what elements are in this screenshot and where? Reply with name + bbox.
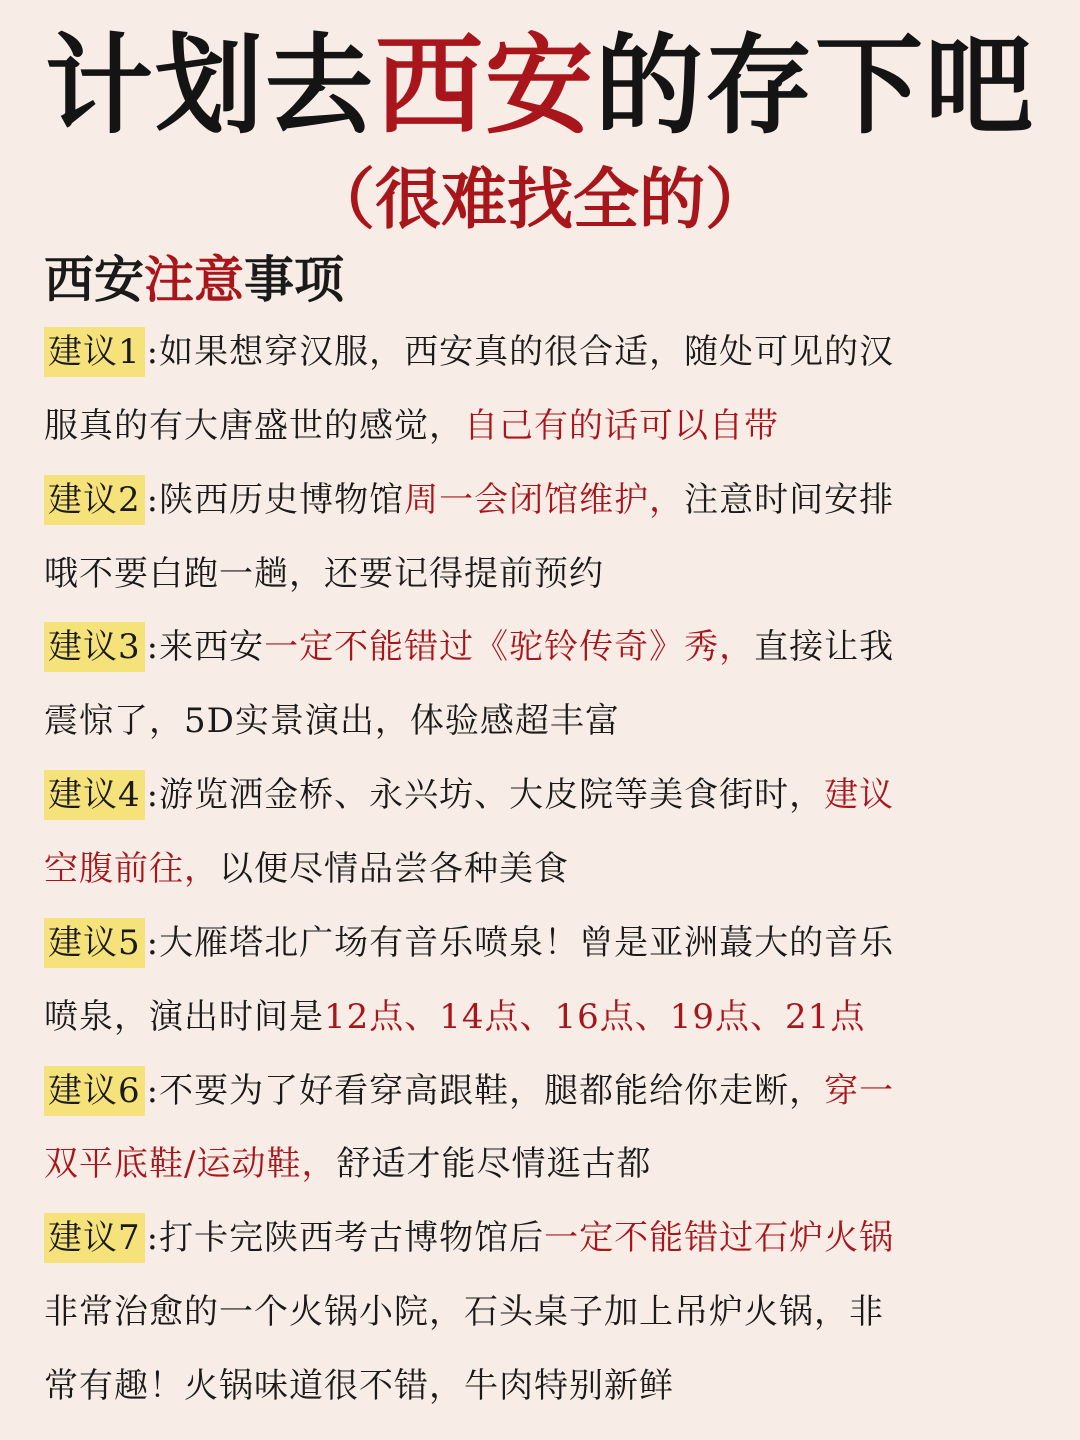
page-title <box>0 22 1080 152</box>
highlight-text: 空腹前往， <box>44 849 219 889</box>
tip-label-highlight: 建议1 <box>44 327 145 377</box>
body-text: :如果想穿汉服，西安真的很合适，随处可见的汉 <box>146 332 895 372</box>
body-text: 服真的有大唐盛世的感觉， <box>44 406 464 446</box>
body-text: :大雁塔北广场有音乐喷泉！曾是亚洲蕞大的音乐 <box>146 923 895 963</box>
section-heading <box>44 248 344 312</box>
section-part1: 西安 <box>44 250 144 309</box>
title-part1: 计划去 <box>44 24 375 149</box>
body-text: :游览洒金桥、永兴坊、大皮院等美食街时， <box>146 775 825 815</box>
tip-4-line-2 <box>44 844 1044 894</box>
tip-7-line-2 <box>44 1287 1044 1337</box>
section-part3: 事项 <box>244 250 344 309</box>
body-text: 舒适才能尽情逛古都 <box>336 1144 652 1184</box>
tip-label-highlight: 建议7 <box>44 1213 145 1263</box>
body-text: 哦不要白跑一趟，还要记得提前预约 <box>44 554 604 594</box>
title-part2-red: 西安 <box>374 24 595 149</box>
tip-7-line-1 <box>44 1213 1044 1263</box>
body-text: 注意时间安排 <box>684 480 895 520</box>
body-text: :打卡完陕西考古博物馆后 <box>146 1218 545 1258</box>
tip-6-line-2 <box>44 1139 1044 1189</box>
body-text: 以便尽情品尝各种美食 <box>219 849 569 889</box>
section-part2-red: 注意 <box>144 250 244 309</box>
tip-1-line-1 <box>44 327 1044 377</box>
tip-7-line-3 <box>44 1361 1044 1411</box>
tip-5-line-1 <box>44 918 1044 968</box>
tip-label-highlight: 建议2 <box>44 475 145 525</box>
tip-4-line-1 <box>44 770 1044 820</box>
body-text: 直接让我 <box>754 627 895 667</box>
tip-label-highlight: 建议4 <box>44 770 145 820</box>
highlight-text: 自己有的话可以自带 <box>464 406 779 446</box>
body-text: :不要为了好看穿高跟鞋，腿都能给你走断， <box>146 1071 825 1111</box>
body-text: 震惊了，5D实景演出，体验感超丰富 <box>44 701 620 741</box>
tip-5-line-2 <box>44 992 1044 1042</box>
body-text: :来西安 <box>146 627 265 667</box>
tip-2-line-1 <box>44 475 1044 525</box>
highlight-text: 建议 <box>824 775 895 815</box>
highlight-text: 周一会闭馆维护， <box>404 480 685 520</box>
tip-6-line-1 <box>44 1066 1044 1116</box>
tip-2-line-2 <box>44 549 1044 599</box>
highlight-text: 一定不能错过石炉火锅 <box>544 1218 895 1258</box>
highlight-text: 12点、14点、16点、19点、21点 <box>324 997 866 1037</box>
page-subtitle: （很难找全的） <box>309 161 771 238</box>
tip-3-line-2 <box>44 696 1044 746</box>
body-text: :陕西历史博物馆 <box>146 480 405 520</box>
tip-label-highlight: 建议3 <box>44 622 145 672</box>
title-part3: 的存下吧 <box>595 24 1036 149</box>
body-text: 喷泉，演出时间是 <box>44 997 324 1037</box>
body-text: 常有趣！火锅味道很不错，牛肉特别新鲜 <box>44 1366 674 1406</box>
body-text: 非常治愈的一个火锅小院，石头桌子加上吊炉火锅，非 <box>44 1292 884 1332</box>
tip-label-highlight: 建议6 <box>44 1066 145 1116</box>
highlight-text: 穿一 <box>824 1071 895 1111</box>
tip-label-highlight: 建议5 <box>44 918 145 968</box>
highlight-text: 一定不能错过《驼铃传奇》秀， <box>264 627 755 667</box>
highlight-text: 双平底鞋/运动鞋， <box>44 1144 337 1184</box>
tip-3-line-1 <box>44 622 1044 672</box>
tip-1-line-2 <box>44 401 1044 451</box>
